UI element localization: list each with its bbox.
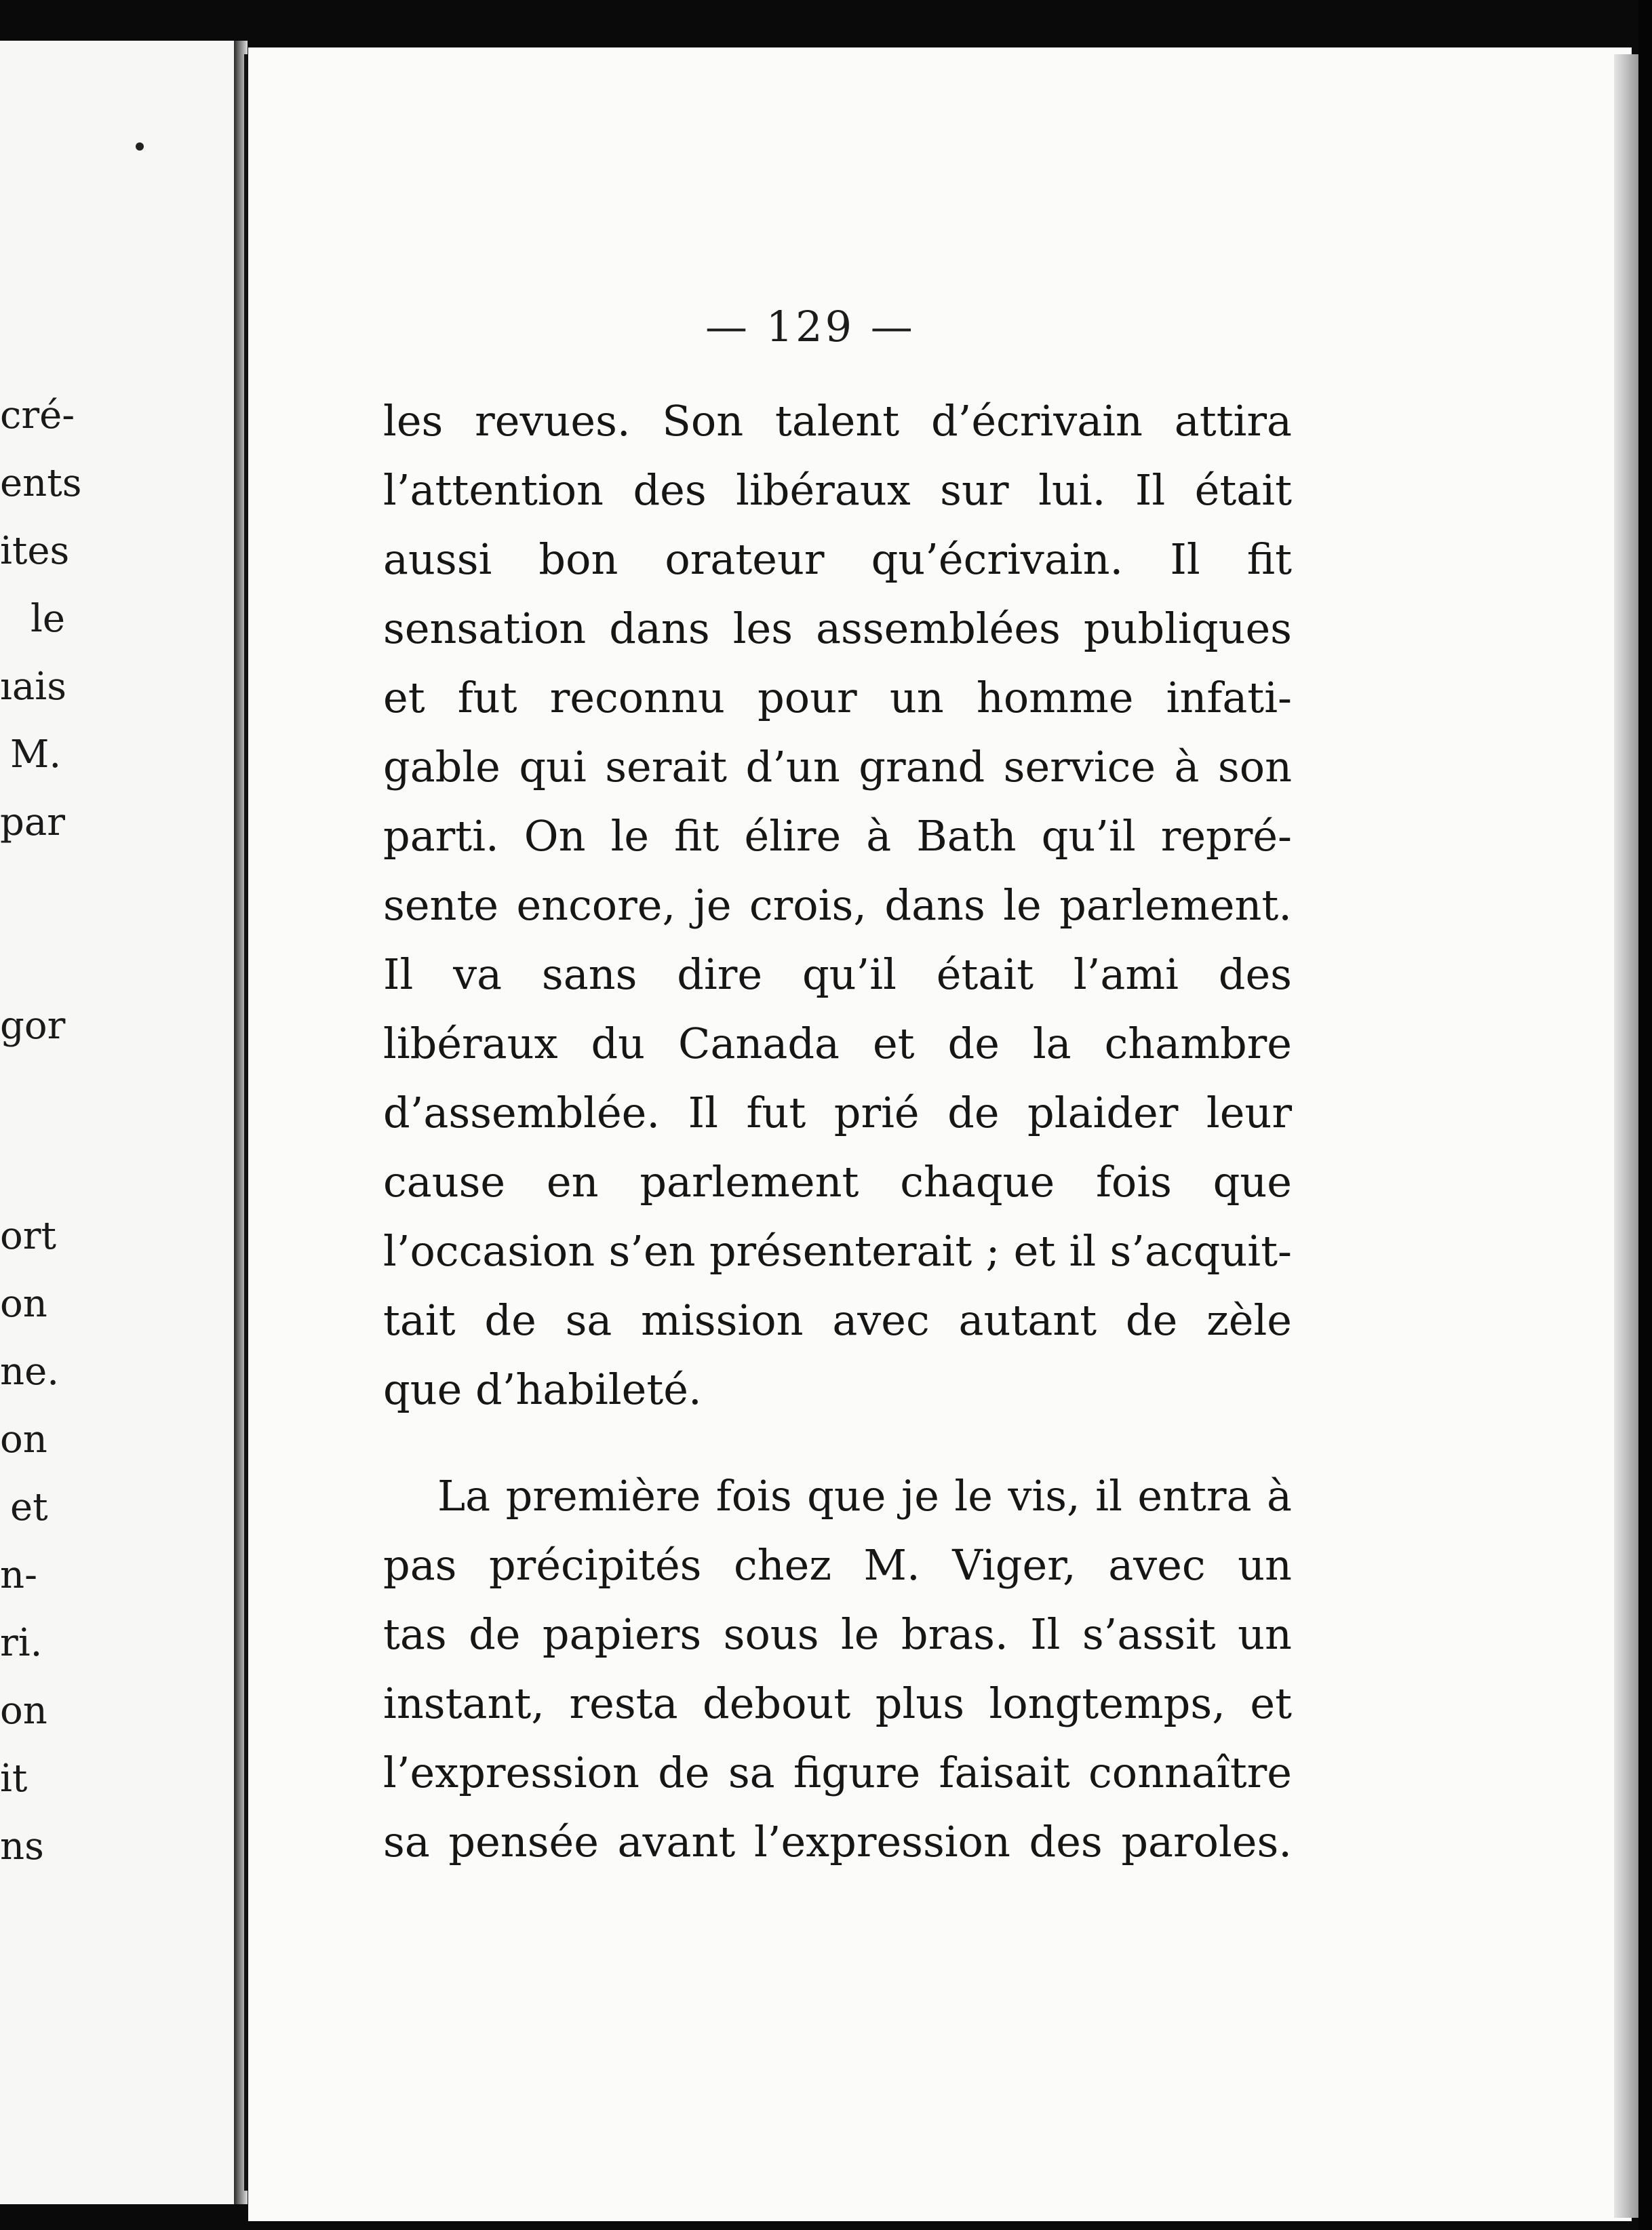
text-line: que d’habileté. bbox=[383, 1365, 702, 1414]
left-fragment: on bbox=[0, 1417, 47, 1462]
left-fragment: ort bbox=[0, 1214, 56, 1258]
text-line: l’occasion s’en présenterait ; et il s’acquit- bbox=[383, 1226, 1292, 1276]
paragraph-2 bbox=[383, 1462, 1292, 1877]
left-fragment: et bbox=[10, 1485, 48, 1529]
previous-page-edge bbox=[0, 41, 234, 2204]
left-fragment: ıais bbox=[0, 665, 66, 709]
left-fragment: M. bbox=[10, 732, 62, 777]
left-fragment: gor bbox=[0, 1004, 66, 1048]
text-line: aussi bon orateur qu’écrivain. Il fit bbox=[383, 534, 1292, 584]
text-line: sa pensée avant l’expression des paroles. bbox=[383, 1817, 1292, 1866]
text-line: les revues. Son talent d’écrivain attira bbox=[383, 396, 1292, 446]
left-fragment: n- bbox=[0, 1553, 37, 1597]
left-fragment: on bbox=[0, 1282, 47, 1326]
text-line: sensation dans les assemblées publiques bbox=[383, 604, 1292, 653]
paragraph-1 bbox=[383, 387, 1292, 1424]
paragraph-spacer bbox=[383, 1424, 1292, 1462]
text-line: l’expression de sa figure faisait connaître bbox=[383, 1748, 1292, 1797]
scan-border bbox=[1638, 0, 1652, 2230]
left-fragment: ites bbox=[0, 529, 70, 573]
ink-speck bbox=[136, 142, 144, 151]
text-line: La première fois que je le vis, il entra à bbox=[437, 1471, 1292, 1521]
text-line: l’attention des libéraux sur lui. Il était bbox=[383, 465, 1292, 515]
left-fragment: ri. bbox=[0, 1621, 43, 1665]
text-line: cause en parlement chaque fois que bbox=[383, 1157, 1292, 1207]
body-text bbox=[383, 387, 1292, 1877]
left-fragment: cré- bbox=[0, 393, 75, 437]
text-line: pas précipités chez M. Viger, avec un bbox=[383, 1540, 1292, 1590]
text-line: gable qui serait d’un grand service à son bbox=[383, 742, 1292, 791]
text-line: instant, resta debout plus longtemps, et bbox=[383, 1679, 1292, 1728]
page-edge-shadow bbox=[1614, 54, 1638, 2218]
left-fragment: it bbox=[0, 1757, 28, 1801]
left-fragment: par bbox=[0, 800, 66, 844]
text-line: tait de sa mission avec autant de zèle bbox=[383, 1295, 1292, 1345]
left-fragment: ents bbox=[0, 461, 82, 505]
text-line: et fut reconnu pour un homme infati- bbox=[383, 673, 1292, 722]
text-line: Il va sans dire qu’il était l’ami des bbox=[383, 950, 1292, 999]
left-fragment: ne. bbox=[0, 1350, 60, 1394]
text-line: sente encore, je crois, dans le parlement. bbox=[383, 880, 1292, 930]
text-line: d’assemblée. Il fut prié de plaider leur bbox=[383, 1088, 1292, 1137]
left-fragment: on bbox=[0, 1689, 47, 1733]
text-line: tas de papiers sous le bras. Il s’assit un bbox=[383, 1609, 1292, 1659]
text-line: parti. On le fit élire à Bath qu’il repré- bbox=[383, 811, 1292, 861]
page-number: — 129 — bbox=[705, 302, 916, 351]
left-fragment: ns bbox=[0, 1824, 44, 1869]
left-fragment: le bbox=[31, 597, 66, 641]
text-line: libéraux du Canada et de la chambre bbox=[383, 1019, 1292, 1068]
